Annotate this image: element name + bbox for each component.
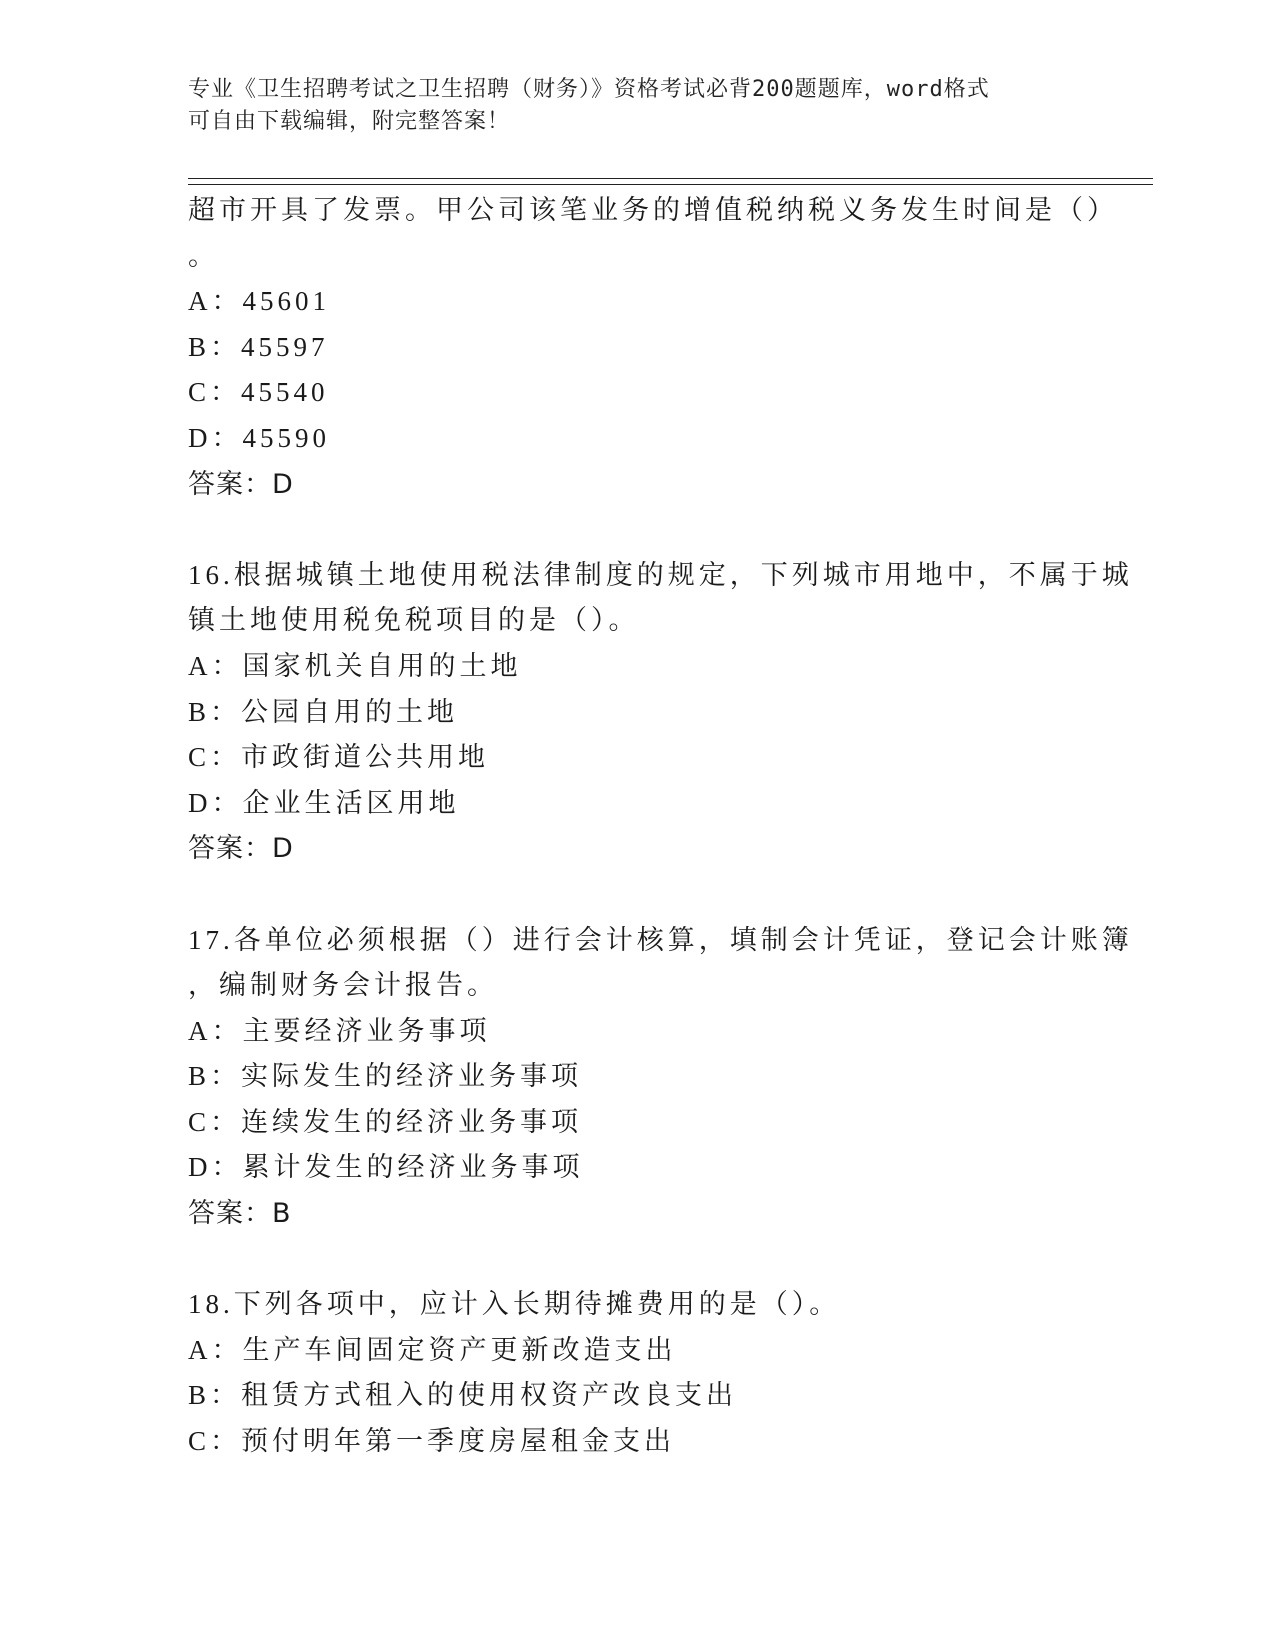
option-b: B：公园自用的土地 [188,696,459,727]
document-header [188,74,1088,138]
option-a: A：生产车间固定资产更新改造支出 [188,1334,677,1365]
option-a: A：国家机关自用的土地 [188,650,522,681]
option-b: B：租赁方式租入的使用权资产改良支出 [188,1380,738,1411]
question-block [188,1282,1148,1464]
header-divider-top [188,178,1153,179]
question-stem: 16.根据城镇土地使用税法律制度的规定，下列城市用地中，不属于城 [188,559,1133,590]
spacer [188,507,1148,553]
spacer [188,872,1148,918]
option-c: C：市政街道公共用地 [188,742,490,773]
answer-line: 答案：D [188,833,294,865]
option-b: B：45597 [188,331,329,362]
question-stem: 。 [188,240,219,271]
option-c: C：45540 [188,377,329,408]
header-divider-bottom [188,184,1153,185]
header-title-line-2: 可自由下载编辑，附完整答案！ [188,109,511,134]
option-c: C：预付明年第一季度房屋租金支出 [188,1426,676,1457]
answer-line: 答案：B [188,1198,292,1230]
answer-line: 答案：D [188,468,294,500]
question-list [188,188,1148,1465]
question-block [188,188,1148,507]
question-stem: ，编制财务会计报告。 [188,970,498,1001]
question-block [188,918,1148,1237]
question-stem: 超市开具了发票。甲公司该笔业务的增值税纳税义务发生时间是（） [188,195,1118,225]
header-title-line-1: 专业《卫生招聘考试之卫生招聘（财务）》资格考试必背200题题库，word格式 [188,77,990,102]
option-d: D：累计发生的经济业务事项 [188,1152,584,1183]
question-block [188,553,1148,872]
question-stem: 17.各单位必须根据（）进行会计核算，填制会计凭证，登记会计账簿 [188,924,1133,955]
option-b: B：实际发生的经济业务事项 [188,1061,583,1092]
option-a: A：45601 [188,286,330,317]
option-a: A：主要经济业务事项 [188,1015,491,1046]
option-d: D：企业生活区用地 [188,787,460,818]
option-c: C：连续发生的经济业务事项 [188,1106,583,1137]
option-d: D：45590 [188,422,330,453]
spacer [188,1237,1148,1283]
question-stem: 18.下列各项中，应计入长期待摊费用的是（）。 [188,1289,841,1320]
question-stem: 镇土地使用税免税项目的是（）。 [188,605,640,636]
